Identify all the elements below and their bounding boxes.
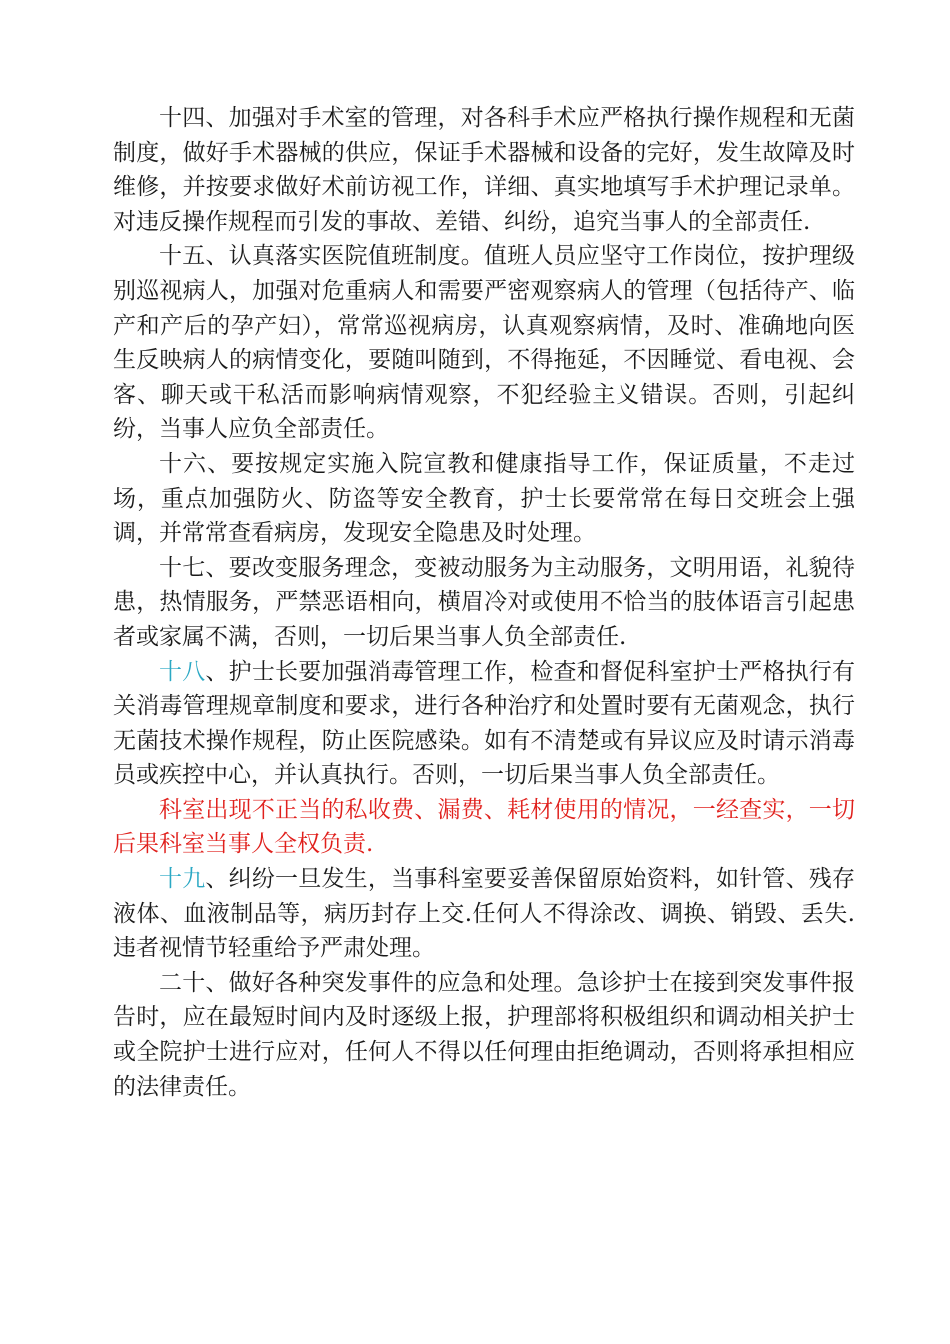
red-note-paragraph — [113, 793, 855, 862]
paragraph-number-highlighted: 十八 — [159, 658, 206, 685]
paragraph-number: 十六 — [159, 450, 208, 477]
paragraph-number: 十七 — [159, 554, 206, 581]
document-body — [113, 101, 855, 1104]
paragraph-text: 、做好各种突发事件的应急和处理。急诊护士在接到突发事件报告时，应在最短时间内及时逐级上报，护理部将积极组织和调动相关护士或全院护士进行应对，任何人不得以任何理由拒绝调动，否则将承担相应的法律责任。 — [113, 969, 856, 1100]
paragraph-20 — [113, 966, 855, 1104]
paragraph-number-highlighted: 十九 — [159, 866, 206, 893]
paragraph-number: 十五 — [159, 243, 206, 270]
paragraph-18 — [113, 655, 855, 793]
paragraph-text: 、要改变服务理念，变被动服务为主动服务，文明用语，礼貌待患，热情服务，严禁恶语相向，横眉冷对或使用不恰当的肢体语言引起患者或家属不满，否则，一切后果当事人负全部责任. — [113, 554, 856, 650]
paragraph-17 — [113, 551, 855, 655]
paragraph-14 — [113, 101, 855, 239]
paragraph-text: 、要按规定实施入院宣教和健康指导工作，保证质量，不走过场，重点加强防火、防盗等安全教育，护士长要常常在每日交班会上强调，并常常查看病房，发现安全隐患及时处理。 — [113, 450, 856, 547]
paragraph-number: 十四 — [159, 105, 206, 131]
paragraph-16 — [113, 447, 855, 551]
red-note-text: 科室出现不正当的私收费、漏费、耗材使用的情况，一经查实，一切后果科室当事人全权负责. — [113, 796, 855, 858]
paragraph-number: 二十 — [159, 969, 206, 996]
paragraph-15 — [113, 239, 855, 447]
paragraph-text: 、加强对手术室的管理，对各科手术应严格执行操作规程和无菌制度，做好手术器械的供应，保证手术器械和设备的完好，发生故障及时维修，并按要求做好术前访视工作，详细、真实地填写手术护理记录单。对违反操作规程而引发的事故、差错、纠纷，追究当事人的全部责任. — [113, 105, 856, 235]
paragraph-19 — [113, 862, 855, 966]
paragraph-text: 、认真落实医院值班制度。值班人员应坚守工作岗位，按护理级别巡视病人，加强对危重病人和需要严密观察病人的管理（包括待产、临产和产后的孕产妇），常常巡视病房，认真观察病情，及时、准确地向医生反映病人的病情变化，要随叫随到，不得拖延，不因睡觉、看电视、会客、聊天或干私活而影响病情观察，不犯经验主义错误。否则，引起纠纷，当事人应负全部责任。 — [113, 243, 856, 443]
paragraph-text: 、纠纷一旦发生，当事科室要妥善保留原始资料，如针管、残存液体、血液制品等，病历封存上交.任何人不得涂改、调换、销毁、丢失.违者视情节轻重给予严肃处理。 — [113, 866, 856, 962]
paragraph-text: 、护士长要加强消毒管理工作，检查和督促科室护士严格执行有关消毒管理规章制度和要求，进行各种治疗和处置时要有无菌观念，执行无菌技术操作规程，防止医院感染。如有不清楚或有异议应及时请示消毒员或疾控中心，并认真执行。否则，一切后果当事人负全部责任。 — [113, 658, 856, 789]
